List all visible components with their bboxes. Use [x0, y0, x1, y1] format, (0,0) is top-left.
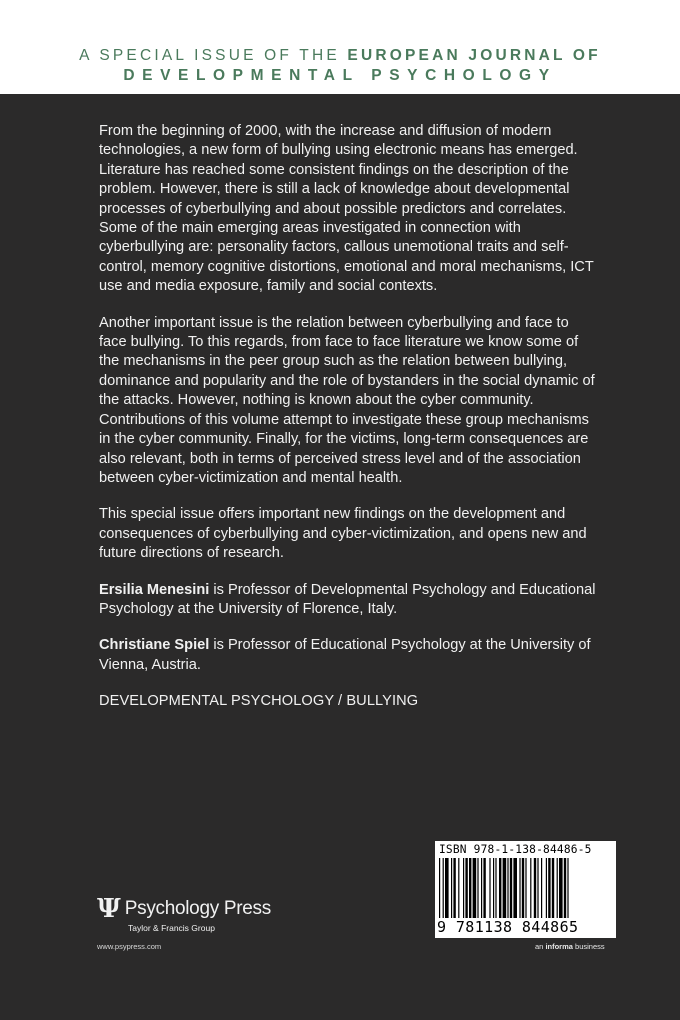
- barcode-icon: [439, 858, 611, 918]
- barcode-bar: [557, 858, 558, 918]
- informa-prefix: an: [535, 942, 546, 951]
- barcode-bar: [507, 858, 508, 918]
- barcode-bar: [541, 858, 542, 918]
- psi-logo-icon: Ψ: [97, 894, 121, 924]
- barcode-bar: [548, 858, 550, 918]
- editor-name: Ersilia Menesini: [99, 581, 210, 598]
- barcode-bar: [483, 858, 485, 918]
- publisher-logo: [97, 896, 271, 933]
- barcode-bar: [534, 858, 536, 918]
- barcode-bar: [473, 858, 477, 918]
- barcode-bar: [493, 858, 494, 918]
- barcode-bar: [530, 858, 531, 918]
- back-cover-text: [99, 122, 599, 729]
- editor-bio-1: [99, 581, 599, 620]
- journal-name-part1: EUROPEAN JOURNAL OF: [347, 47, 601, 64]
- description-paragraph-2: Another important issue is the relation between cyberbullying and face to face bullying. To this regards, from face to face literature we know some of the mechanisms in the peer group such as the relation between bullying, dominance and popularity and the role of bystanders in the social dynamic of the attacks. However, nothing is known about the cyber community. Contributions of this volume attempt to investigate these group mechanisms in the cyber community. Finally, for the victims, long-term consequences are also relevant, both in terms of perceived stress level and of the association between cyber-victimization and mental health.: [99, 314, 595, 486]
- barcode-bar: [552, 858, 554, 918]
- barcode-bar: [489, 858, 490, 918]
- barcode-bar: [513, 858, 517, 918]
- barcode-bar: [443, 858, 444, 918]
- series-title-line2: DEVELOPMENTAL PSYCHOLOGY: [123, 67, 557, 84]
- publisher-website: www.psypress.com: [97, 942, 162, 951]
- barcode-bar: [522, 858, 524, 918]
- isbn-number: ISBN 978-1-138-84486-5: [439, 843, 592, 856]
- barcode-bar: [567, 858, 568, 918]
- barcode-bar: [537, 858, 538, 918]
- series-title-line1: [0, 47, 680, 65]
- barcode-bar: [458, 858, 459, 918]
- ean-number: 9 781138 844865: [437, 918, 579, 936]
- editor-bio-2: [99, 636, 599, 675]
- description-paragraph-1: From the beginning of 2000, with the increase and diffusion of modern technologies, a new form of bullying using electronic means has emerged. Literature has reached some consistent findings on the description of the problem. However, there is still a lack of knowledge about developmental processes of cyberbullying and about possible predictors and correlates. Some of the main emerging areas investigated in connection with cyberbullying are: personality factors, callous unemotional traits and self-control, memory cognitive distortions, emotional and moral mechanisms, ICT use and media exposure, family and social contexts.: [99, 123, 594, 295]
- barcode-bar: [453, 858, 455, 918]
- publisher-group: Taylor & Francis Group: [128, 923, 215, 933]
- barcode-bar: [481, 858, 482, 918]
- barcode-bar: [499, 858, 501, 918]
- barcode-bar: [477, 858, 478, 918]
- informa-tagline: [535, 942, 605, 951]
- barcode-bar: [510, 858, 512, 918]
- barcode-bar: [503, 858, 507, 918]
- description-paragraph-3: This special issue offers important new findings on the development and consequences of cyberbullying and cyber-victimization, and opens new and future directions of research.: [99, 506, 587, 562]
- subject-category: DEVELOPMENTAL PSYCHOLOGY / BULLYING: [99, 693, 419, 710]
- barcode-bar: [451, 858, 452, 918]
- barcode-bar: [495, 858, 496, 918]
- header-band: [0, 0, 680, 94]
- barcode-bar: [439, 858, 440, 918]
- editor-description: is Professor of Developmental Psychology and Educational Psychology at the University of Florence, Italy.: [99, 581, 596, 617]
- barcode-bar: [525, 858, 526, 918]
- editor-description: is Professor of Educational Psychology at the University of Vienna, Austria.: [99, 637, 591, 673]
- barcode-bar: [465, 858, 467, 918]
- barcode-bar: [469, 858, 471, 918]
- barcode-bar: [463, 858, 464, 918]
- editor-name: Christiane Spiel: [99, 637, 210, 654]
- barcode-bar: [546, 858, 547, 918]
- series-prefix: A SPECIAL ISSUE OF THE: [79, 47, 348, 64]
- barcode-bar: [445, 858, 449, 918]
- barcode-bar: [559, 858, 563, 918]
- barcode-bar: [564, 858, 566, 918]
- barcode-bar: [519, 858, 520, 918]
- publisher-name: Psychology Press: [124, 898, 271, 919]
- isbn-barcode: [435, 841, 616, 938]
- informa-brand: informa: [545, 942, 573, 951]
- informa-suffix: business: [572, 942, 605, 951]
